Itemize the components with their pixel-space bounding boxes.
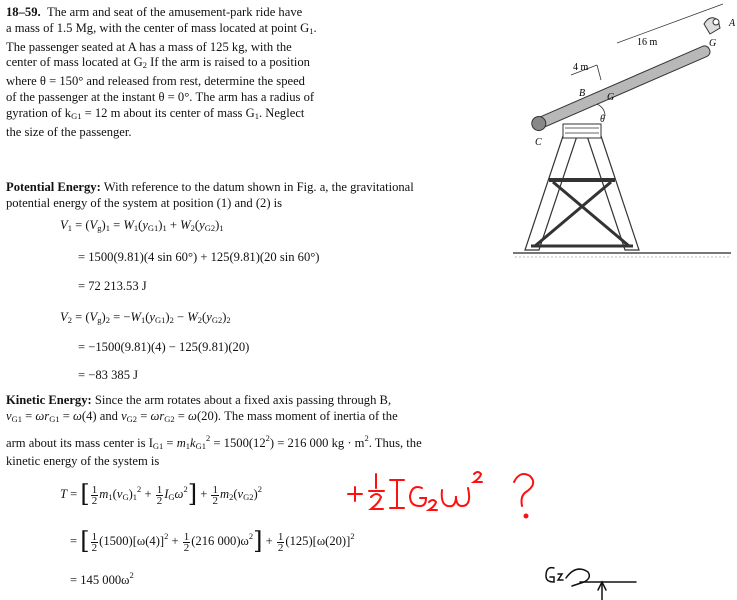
ride-arm <box>530 43 713 133</box>
problem-line-7-sub2: 1 <box>254 110 259 121</box>
label-16m: 16 m <box>637 37 658 48</box>
problem-line-7-end: . Neglect <box>258 105 305 120</box>
equation-t-line3: = 145 $000\omega^2$ <box>70 570 134 587</box>
t-line3-text: = 145 000ω <box>70 573 130 587</box>
kinetic-text-3a: arm about its mass center is I <box>6 435 153 450</box>
problem-line-2: a mass of 1.5 Mg, with the center of mass located at point G <box>6 20 310 35</box>
problem-line-8: the size of the passenger. <box>6 124 132 139</box>
handwritten-annotation <box>340 466 550 526</box>
problem-line-6: of the passenger at the instant θ = 0°. The arm has a radius of <box>6 89 315 104</box>
equation-v2-line2: = −1500(9.81)(4) − 125(9.81)(20) <box>78 340 250 354</box>
problem-line-4: center of mass located at G <box>6 55 143 70</box>
problem-line-7-tail: = 12 m about its center of mass G <box>81 105 255 120</box>
potential-text-1: With reference to the datum shown in Fig. a, the gravitational <box>100 180 414 194</box>
equation-v2-line1: $V_2 = (V_g)_2 = -W_1(y_{G1})_2 - W_2(y_{G2})_2$ <box>60 310 231 325</box>
t-line2-part1: (1500)[ω(4)] <box>99 534 165 548</box>
potential-energy-section <box>6 180 414 212</box>
equation-v1-line1: $V_1 = (V_g)_1 = W_1(y_{G1})_1 + W_2(y_{G2})_1$ <box>60 218 224 233</box>
kinetic-text-3c: ) = 216 000 kg · m <box>269 435 365 450</box>
equation-t-line1: T = [ $\frac{1}{2}$ $m_1(v_G)_1^2$ + $\frac{1}{2}$ $I_G\omega^2$] + $\frac{1}{2}$ $m_2(v_{G2})^2$ <box>60 480 262 508</box>
kinetic-text-3b: = 1500(12 <box>210 435 266 450</box>
pivot-box <box>563 124 601 138</box>
t-line2-part3: (125)[ω(20)] <box>285 534 351 548</box>
kinetic-text-4: kinetic energy of the system is <box>6 454 160 469</box>
problem-line-7-sub: G1 <box>71 110 82 121</box>
problem-line-2-end: . <box>313 20 317 35</box>
problem-line-3: The passenger seated at A has a mass of 125 kg, with the <box>6 39 292 54</box>
problem-statement <box>6 5 317 140</box>
label-C: C <box>535 137 542 148</box>
problem-line-4-tail: If the arm is raised to a position <box>146 55 310 70</box>
label-theta: θ <box>600 114 605 125</box>
potential-text-2: potential energy of the system at position (1) and (2) is <box>6 195 283 210</box>
problem-line-1: The arm and seat of the amusement-park ride have <box>46 5 303 19</box>
equation-v1-line2: = 1500(9.81)(4 sin 60°) + 125(9.81)(20 sin 60°) <box>78 250 320 264</box>
kinetic-heading: Kinetic Energy: <box>6 393 92 407</box>
kinetic-energy-section: Kinetic Energy: Since the arm rotates about a fixed axis passing through B, $v_{G1} = \omega r_{G1} = \omega(4)$ and $v_{G2} = \omega r_{G2} = \omega(20)$. The mass moment of inertia of the arm about its mass center is $I_{G1} = m_1k_{G1}^2 = 1500(12^2) = 216$ 000 kg · $m^2$. Thus, the kinetic energy of the system is <box>6 393 422 469</box>
label-G1: G <box>607 92 615 103</box>
passenger-seat <box>704 18 720 34</box>
handwritten-question-mark <box>514 474 533 518</box>
label-4m: 4 m <box>573 62 589 73</box>
equation-t-line2: = [ $\frac{1}{2}$ $(1500)[\omega(4)]^2$ + $\frac{1}{2}$ (216 $000)\omega^2$] + $\frac{1}{2}$ $(125)[\omega(20)]^2$ <box>70 527 355 555</box>
label-G2: G <box>709 38 717 49</box>
potential-heading: Potential Energy: <box>6 180 101 194</box>
handwritten-bottom-sketch <box>540 560 640 600</box>
amusement-ride-figure <box>505 0 737 260</box>
kinetic-text-2: $v_{G1} = \omega r_{G1} = \omega(4)$ and $v_{G2} = \omega r_{G2} = \omega(20)$. The mass moment of inertia of the <box>6 408 398 424</box>
t-line2-part2: (216 000)ω <box>191 534 249 548</box>
handwritten-term <box>348 472 482 510</box>
problem-line-7: gyration of k <box>6 105 72 120</box>
kinetic-text-1: Since the arm rotates about a fixed axis passing through B, <box>91 393 392 407</box>
problem-line-5: where θ = 150° and released from rest, determine the speed <box>6 74 305 89</box>
label-A: A <box>729 18 736 29</box>
kinetic-text-3d: . Thus, the <box>368 435 422 450</box>
equation-v1-line3: = 72 213.53 J <box>78 279 147 293</box>
problem-line-4-sub: 2 <box>142 60 147 71</box>
label-B: B <box>579 88 586 99</box>
problem-number: 18–59. <box>6 5 41 19</box>
equation-v2-line3: = −83 385 J <box>78 368 139 382</box>
problem-line-2-sub: 1 <box>309 25 314 36</box>
